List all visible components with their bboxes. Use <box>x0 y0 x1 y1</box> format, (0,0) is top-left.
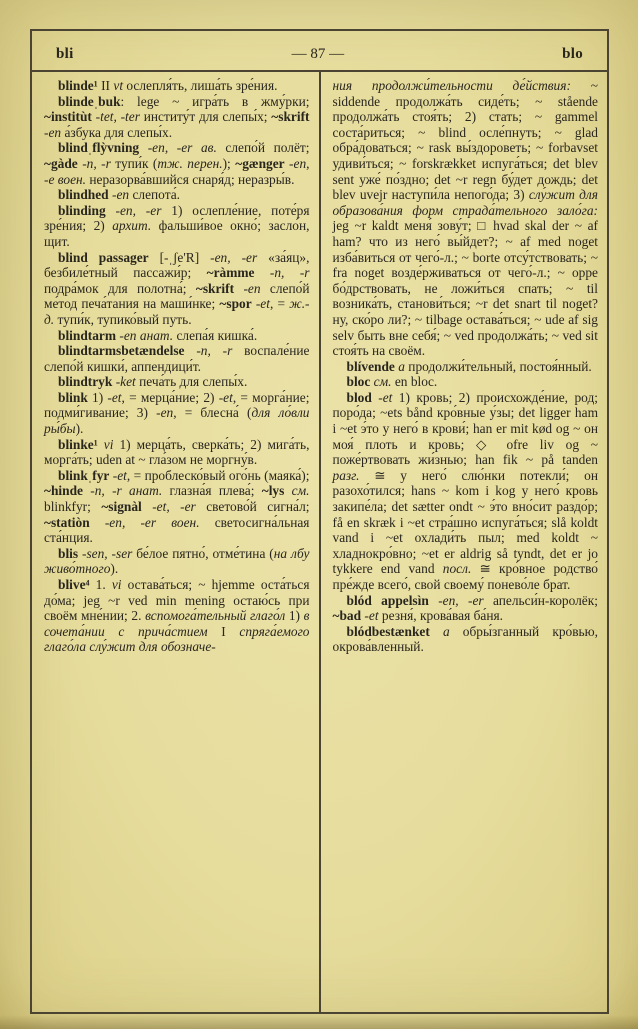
headword-text: ~statiòn <box>44 514 90 530</box>
entry-text <box>106 203 116 218</box>
entry-text: ав. <box>200 140 217 156</box>
entry-text: фальши́вое окно́; засло́н, щит. <box>44 218 310 249</box>
entry-text: -en, -er <box>438 592 484 608</box>
entry-text: подра́мок для полотна́; <box>44 280 196 296</box>
entry-text: II <box>97 78 114 93</box>
headword-text: blívende <box>346 358 395 374</box>
entry-text: тупи́к ( <box>110 155 158 171</box>
entry-text <box>122 483 129 498</box>
dictionary-entry <box>44 546 310 577</box>
column-right <box>321 72 608 1012</box>
dictionary-entry <box>44 374 310 390</box>
entry-text: ); <box>222 155 236 171</box>
headword-text: ~spor <box>219 296 252 312</box>
entry-text: 1) кровь; 2) происхожде́ние, род; поро́да; ~ets bånd кро́вные у́зы; det ligger ham i ~et э́то у него́ в крови́; han er mit kød og ~ он моя́ плоть и кровь; ◇ ofre liv og ~ поже́ртвовать жи́знью; han fik ~ på tanden <box>332 389 598 468</box>
dictionary-entry <box>44 250 310 328</box>
entry-text: воспале́ние слепо́й кишки́, аппендици́т. <box>44 343 310 374</box>
entry-text: неразорва́вшийся снаря́д; неразры́в. <box>86 171 295 187</box>
entry-text: ния продолжи́тельности де́йствия: <box>332 78 571 93</box>
entry-text: посл. <box>442 561 472 577</box>
entry-text: -n, -r <box>269 265 310 281</box>
entry-text: vi <box>103 436 114 452</box>
headword-text: blis <box>58 545 79 561</box>
dictionary-entry <box>333 624 599 655</box>
headword-text: ~signàl <box>101 499 142 515</box>
headword-text: ~gàde <box>44 155 78 171</box>
entry-text: в сочета́нии с прича́стием <box>44 608 310 639</box>
entry-text: , = <box>269 296 290 312</box>
headword-text: ~lys <box>261 483 285 499</box>
dictionary-entry <box>44 343 310 374</box>
headword-text: blindtarmsbetændelse <box>58 343 185 359</box>
entry-text: -et <box>364 608 379 624</box>
entry-text: слепо́й ме́тод печа́тания на маши́нке; <box>44 280 310 312</box>
entry-text: [-ˌʃe'R] <box>148 249 211 265</box>
entry-text: ). <box>110 561 119 577</box>
headword-text: ~hinde <box>44 483 83 499</box>
entry-text: 1) мерца́ть, сверка́ть; 2) мига́ть, морга́ть; uden at ~ гла́зом не моргну́в. <box>44 436 310 468</box>
entry-text: слу́жит для образова́ния форм страда́тельного зало́га: <box>332 187 598 218</box>
dictionary-entry <box>44 187 310 203</box>
entry-text: , = блесна́ ( <box>173 405 252 421</box>
headword-text: blindhed <box>58 187 109 203</box>
page-number: — 87 — <box>291 46 345 62</box>
headword-text: blindˌflỳvning <box>58 140 140 156</box>
entry-text: -et <box>255 296 270 312</box>
entry-text: печа́ть для слепы́х. <box>135 374 248 390</box>
headword-text: blindeˌbuk <box>58 93 121 109</box>
dictionary-entry <box>333 359 599 375</box>
entry-text: слепа́я кишка́. <box>173 327 258 343</box>
entry-text: , = морга́ние; подми́гивание; 3) <box>44 389 310 421</box>
entry-text: -en <box>243 280 261 296</box>
headword-text: blive⁴ <box>58 577 90 592</box>
entry-text: -en, -e <box>44 155 310 187</box>
entry-text: бе́лое пятно́, отме́тина ( <box>132 545 274 561</box>
entry-text: продолжи́тельный, постоя́нный. <box>404 358 592 374</box>
entry-text: слепота́. <box>129 187 181 203</box>
entry-text: -en <box>44 124 62 140</box>
entry-text <box>284 483 291 498</box>
entry-text: светово́й сигна́л; <box>195 499 310 515</box>
headword-text: ~gænger <box>235 155 285 171</box>
entry-text: 1) ослепле́ние, поте́ря зре́ния; 2) <box>44 202 310 234</box>
guide-word-right: blo <box>562 46 583 62</box>
entry-text: 1) <box>87 389 108 405</box>
entry-text: архит. <box>112 218 152 234</box>
headword-text: blinding <box>58 202 106 218</box>
entry-text: -en <box>156 405 174 421</box>
entry-text: для ло́вли ры́бы <box>44 405 310 437</box>
entry-text: -et <box>107 389 122 405</box>
entry-text: I <box>207 623 240 639</box>
entry-text: см. <box>373 374 392 390</box>
entry-text <box>430 624 443 639</box>
headword-text: blind passager <box>58 249 149 265</box>
entry-text: -et, -er <box>152 499 196 515</box>
entry-text: воен. <box>171 514 200 530</box>
entry-text: ≅ у него́ слю́нки потекли́; он разохо́тился; hans ~ kom i kog у него́ кровь закипе́ла; det sætter ondt ~ э́то вно́сит раздо́р; få en skræk i ~et стра́шно испуга́ться; slå koldt vand i ~et охлади́ть пыл; med koldt ~ хладнокро́вно; ~et er aldrig så tyndt, det er jo tykkere end vand <box>332 467 598 577</box>
entry-text: 1. <box>89 577 112 592</box>
entry-text <box>429 593 438 608</box>
dictionary-entry <box>333 390 599 593</box>
dictionary-entry <box>44 140 310 187</box>
dictionary-entry <box>44 390 310 437</box>
entry-text <box>90 515 105 530</box>
entry-text: -en, -er <box>147 140 193 156</box>
dictionary-entry <box>44 328 310 344</box>
entry-text: глазна́я плева́; <box>162 483 262 499</box>
entry-text: -et <box>218 389 233 405</box>
entry-text: jeg ~r kaldt меня́ зову́т; □ hvad skal der ~ af ham? что из него́ вы́йдет?; ~ af med noget изба́виться от чего́-л.; ~ borte отсу́тствовать; ~ fra noget возде́рживаться от чего́-л.; ~ oppe бо́дрствовать, не ложи́ться спать; ~ til возника́ть, станови́ться; ~r det snart til noget? ну, ско́ро ли?; ~ tilbage остава́ться; ~ ude af sig selv быть вне себя́; ~ ved продолжа́ть; ~ ved sit стоя́ть на своём. <box>332 218 598 359</box>
dictionary-entry <box>44 78 310 94</box>
entry-text: «за́яц», безбиле́тный пассажи́р; <box>44 249 310 281</box>
entry-text: разг. <box>332 467 360 483</box>
entry-text: а́збука для слепы́х. <box>61 124 173 140</box>
entry-text: , = мерца́ние; 2) <box>121 389 219 405</box>
entry-text: см. <box>291 483 310 499</box>
column-left <box>32 72 319 1012</box>
guide-word-left: bli <box>56 46 74 62</box>
entry-text: резня́, крова́вая ба́ня. <box>378 608 504 624</box>
entry-text: , = проблеско́вый ого́нь (маяка́); <box>126 467 310 483</box>
headword-text: blinde¹ <box>58 78 98 93</box>
entry-text: -en, -er <box>210 249 258 265</box>
entry-text: тупи́к, тупико́вый путь. <box>54 311 192 327</box>
headword-text: ~skrift <box>195 280 235 296</box>
entry-text: ~ siddende продолжа́ть сиде́ть; ~ stående продолжа́ть стоя́ть; 2) стать; ~ gammel соста́риться; ~ blind осле́пнуть; ~ glad обра́доваться; ~ rask вы́здороветь; ~ forbavset удиви́ться; ~ forskrækket испуга́ться; det blev sent уже́ по́здно; det ~r regn бу́дет дождь; det blev uvejr наступи́ла непого́да; 3) <box>332 78 598 203</box>
entry-text: ж.-д. <box>44 296 310 327</box>
entry-text: blinkfyr; <box>44 499 102 515</box>
dictionary-entry <box>44 577 310 655</box>
entry-text <box>142 499 152 514</box>
entry-text: тж. перен. <box>157 155 223 171</box>
dictionary-entry <box>44 468 310 546</box>
dictionary-entry <box>44 437 310 468</box>
entry-text: -n, -r <box>82 155 111 171</box>
entry-text <box>139 140 148 155</box>
entry-text: спряга́емого глаго́ла слу́жит для обозначе- <box>44 623 310 655</box>
entry-text: -en, -er <box>104 514 157 530</box>
entry-text: -tet, -ter <box>95 109 140 125</box>
entry-text: -n, -r <box>90 483 122 499</box>
entry-text: ослепля́ть, лиша́ть зре́ния. <box>123 78 278 93</box>
entry-text: -en <box>111 187 130 203</box>
headword-text: blinke¹ <box>58 436 98 452</box>
headword-text: blod <box>346 389 372 405</box>
headword-text: blink <box>58 389 88 405</box>
dictionary-entry <box>333 78 599 359</box>
entry-text: vi <box>111 577 122 592</box>
entry-text: -et <box>112 467 127 483</box>
headword-text: ~ràmme <box>206 265 255 281</box>
entry-text: -n, -r <box>196 343 233 359</box>
entry-text: светосигна́льная ста́нция. <box>44 514 310 546</box>
entry-text: анат. <box>139 327 174 343</box>
headword-text: ~institùt <box>44 109 92 125</box>
entry-text: остава́ться; ~ hjemme оста́ться до́ма; jeg ~r ved min mening остаю́сь при своём мне́нии; 2. <box>44 577 310 624</box>
entry-text <box>254 265 269 280</box>
page-header <box>32 31 607 72</box>
entry-text: -sen, -ser <box>82 545 133 561</box>
headword-text: blindtarm <box>58 327 117 343</box>
entry-text: -et <box>378 389 393 405</box>
headword-text: blinkˌfyr <box>58 467 110 483</box>
headword-text: ~skrift <box>271 109 310 125</box>
entry-text: ). <box>75 421 84 437</box>
headword-text: blódbestænket <box>346 623 430 639</box>
entry-text: a <box>442 623 450 639</box>
entry-text: : lege ~ игра́ть в жму́рки; <box>120 93 310 109</box>
entry-text: апельси́н-королёк; <box>483 592 598 608</box>
entry-text: a <box>398 358 405 374</box>
entry-text: обры́зганный кро́вью, окрова́вленный. <box>332 623 598 655</box>
headword-text: blindtryk <box>58 374 113 390</box>
entry-text: -en, -er <box>115 202 162 218</box>
entry-text: en bloc. <box>391 374 438 390</box>
headword-text: blód appelsìn <box>346 592 429 608</box>
entry-text: институ́т для слепы́х; <box>139 109 272 125</box>
page-body <box>32 72 607 1012</box>
headword-text: ~bad <box>332 608 362 624</box>
dictionary-entry <box>333 593 599 624</box>
entry-text: анат. <box>129 483 163 499</box>
dictionary-entry <box>44 203 310 250</box>
entry-text: -ket <box>115 374 136 390</box>
dictionary-entry <box>333 374 599 390</box>
entry-text <box>192 140 201 155</box>
entry-text: слепо́й полёт; <box>216 140 310 156</box>
entry-text: воен. <box>57 171 87 187</box>
dictionary-entry <box>44 94 310 141</box>
entry-text <box>184 343 196 358</box>
page-frame <box>30 29 609 1014</box>
headword-text: bloc <box>346 374 371 390</box>
entry-text: вспомога́тельный глаго́л <box>145 608 286 624</box>
entry-text <box>156 515 171 530</box>
entry-text: -en <box>119 327 137 343</box>
entry-text: 1) <box>285 608 304 624</box>
entry-text: на лбу живо́тного <box>44 545 310 577</box>
entry-text: vt <box>113 78 124 93</box>
entry-text: ≅ кро́вное родство́ пре́жде всего́, свой своему́ понево́ле брат. <box>332 561 598 592</box>
